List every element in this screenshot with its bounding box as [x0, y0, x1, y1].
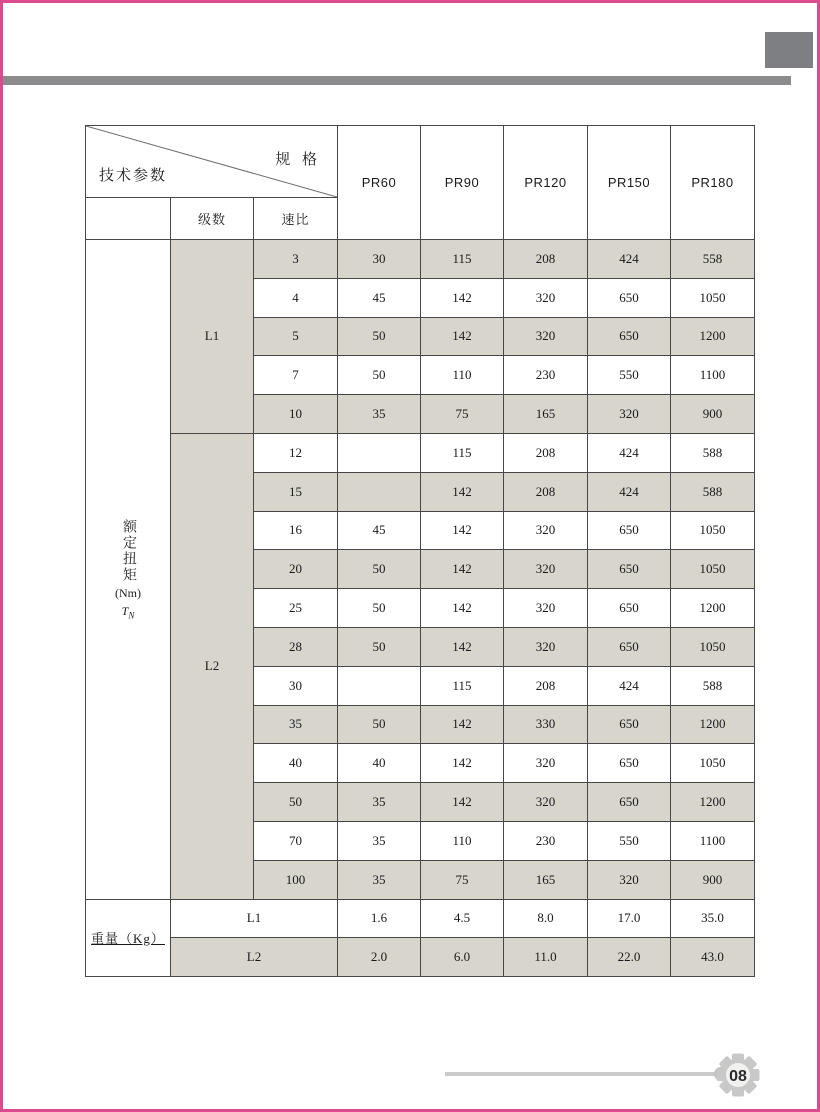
value-cell: 142 — [421, 550, 504, 589]
value-cell: 6.0 — [421, 938, 504, 977]
value-cell: 50 — [338, 589, 421, 628]
ratio-cell: 30 — [254, 666, 338, 705]
column-header-pr90: PR90 — [421, 126, 504, 240]
value-cell: 650 — [588, 744, 671, 783]
value-cell: 558 — [671, 240, 755, 279]
header-rule-bar — [3, 76, 791, 85]
column-header-pr150: PR150 — [588, 126, 671, 240]
value-cell: 650 — [588, 705, 671, 744]
ratio-cell: 20 — [254, 550, 338, 589]
value-cell: 142 — [421, 705, 504, 744]
value-cell: 1050 — [671, 550, 755, 589]
weight-row-l1 — [86, 899, 755, 938]
value-cell: 45 — [338, 278, 421, 317]
value-cell: 230 — [504, 356, 588, 395]
subheader-stage: 级数 — [171, 198, 254, 240]
ratio-cell: 7 — [254, 356, 338, 395]
value-cell: 2.0 — [338, 938, 421, 977]
ratio-cell: 70 — [254, 821, 338, 860]
torque-header-cell — [86, 240, 171, 900]
value-cell: 550 — [588, 821, 671, 860]
spec-table — [85, 125, 755, 977]
value-cell: 110 — [421, 821, 504, 860]
value-cell: 1100 — [671, 356, 755, 395]
value-cell: 588 — [671, 433, 755, 472]
value-cell: 22.0 — [588, 938, 671, 977]
value-cell — [338, 472, 421, 511]
value-cell: 50 — [338, 356, 421, 395]
value-cell: 165 — [504, 395, 588, 434]
ratio-cell: 5 — [254, 317, 338, 356]
weight-stage-cell: L1 — [171, 899, 338, 938]
value-cell: 320 — [588, 860, 671, 899]
empty-header-cell — [86, 198, 171, 240]
ratio-cell: 28 — [254, 627, 338, 666]
value-cell: 50 — [338, 317, 421, 356]
value-cell: 35 — [338, 821, 421, 860]
ratio-cell: 16 — [254, 511, 338, 550]
ratio-cell: 4 — [254, 278, 338, 317]
weight-label-cell — [86, 899, 171, 976]
value-cell: 424 — [588, 240, 671, 279]
stage-cell-l1: L1 — [171, 240, 254, 434]
value-cell: 208 — [504, 666, 588, 705]
value-cell: 230 — [504, 821, 588, 860]
value-cell: 208 — [504, 433, 588, 472]
value-cell: 1050 — [671, 627, 755, 666]
value-cell: 165 — [504, 860, 588, 899]
value-cell: 320 — [504, 511, 588, 550]
value-cell: 1100 — [671, 821, 755, 860]
column-header-pr180: PR180 — [671, 126, 755, 240]
page-number: 08 — [729, 1068, 747, 1085]
value-cell: 424 — [588, 433, 671, 472]
value-cell — [338, 433, 421, 472]
ratio-cell: 10 — [254, 395, 338, 434]
value-cell: 75 — [421, 395, 504, 434]
value-cell: 142 — [421, 783, 504, 822]
value-cell: 142 — [421, 472, 504, 511]
value-cell: 142 — [421, 317, 504, 356]
value-cell: 40 — [338, 744, 421, 783]
value-cell: 50 — [338, 550, 421, 589]
value-cell: 1200 — [671, 589, 755, 628]
value-cell: 1050 — [671, 744, 755, 783]
table-row — [86, 433, 755, 472]
value-cell — [338, 666, 421, 705]
ratio-cell: 35 — [254, 705, 338, 744]
value-cell: 650 — [588, 550, 671, 589]
column-header-pr120: PR120 — [504, 126, 588, 240]
weight-row-l2 — [86, 938, 755, 977]
value-cell: 142 — [421, 589, 504, 628]
value-cell: 330 — [504, 705, 588, 744]
value-cell: 1200 — [671, 783, 755, 822]
weight-label: 重量（Kg） — [91, 931, 165, 947]
value-cell: 320 — [588, 395, 671, 434]
value-cell: 35 — [338, 783, 421, 822]
value-cell: 75 — [421, 860, 504, 899]
value-cell: 424 — [588, 666, 671, 705]
footer-decoration — [430, 1049, 770, 1103]
value-cell: 45 — [338, 511, 421, 550]
value-cell: 50 — [338, 627, 421, 666]
value-cell: 142 — [421, 627, 504, 666]
value-cell: 115 — [421, 666, 504, 705]
value-cell: 320 — [504, 627, 588, 666]
ratio-cell: 50 — [254, 783, 338, 822]
corner-header-cell — [86, 126, 338, 198]
ratio-cell: 12 — [254, 433, 338, 472]
value-cell: 110 — [421, 356, 504, 395]
value-cell: 650 — [588, 511, 671, 550]
value-cell: 650 — [588, 783, 671, 822]
value-cell: 320 — [504, 744, 588, 783]
value-cell: 588 — [671, 666, 755, 705]
value-cell: 550 — [588, 356, 671, 395]
value-cell: 650 — [588, 278, 671, 317]
weight-stage-cell: L2 — [171, 938, 338, 977]
value-cell: 320 — [504, 783, 588, 822]
column-header-pr60: PR60 — [338, 126, 421, 240]
value-cell: 11.0 — [504, 938, 588, 977]
stage-cell-l2: L2 — [171, 433, 254, 899]
subheader-ratio: 速比 — [254, 198, 338, 240]
value-cell: 650 — [588, 317, 671, 356]
value-cell: 1200 — [671, 705, 755, 744]
value-cell: 424 — [588, 472, 671, 511]
value-cell: 142 — [421, 511, 504, 550]
value-cell: 208 — [504, 240, 588, 279]
value-cell: 142 — [421, 744, 504, 783]
value-cell: 1.6 — [338, 899, 421, 938]
table-row — [86, 240, 755, 279]
value-cell: 1050 — [671, 278, 755, 317]
ratio-cell: 100 — [254, 860, 338, 899]
ratio-cell: 40 — [254, 744, 338, 783]
gear-icon — [717, 1054, 760, 1097]
value-cell: 4.5 — [421, 899, 504, 938]
value-cell: 17.0 — [588, 899, 671, 938]
value-cell: 1050 — [671, 511, 755, 550]
value-cell: 900 — [671, 860, 755, 899]
value-cell: 35 — [338, 395, 421, 434]
value-cell: 1200 — [671, 317, 755, 356]
value-cell: 35 — [338, 860, 421, 899]
ratio-cell: 25 — [254, 589, 338, 628]
ratio-cell: 15 — [254, 472, 338, 511]
value-cell: 650 — [588, 627, 671, 666]
value-cell: 900 — [671, 395, 755, 434]
value-cell: 320 — [504, 278, 588, 317]
value-cell: 320 — [504, 317, 588, 356]
value-cell: 30 — [338, 240, 421, 279]
value-cell: 50 — [338, 705, 421, 744]
torque-unit: (Nm) — [115, 585, 141, 600]
torque-title: 额定扭矩 — [121, 518, 136, 583]
corner-accent-block — [765, 32, 813, 68]
torque-label-group — [86, 519, 170, 620]
header-row-1 — [86, 126, 755, 198]
value-cell: 35.0 — [671, 899, 755, 938]
value-cell: 208 — [504, 472, 588, 511]
value-cell: 142 — [421, 278, 504, 317]
value-cell: 588 — [671, 472, 755, 511]
value-cell: 8.0 — [504, 899, 588, 938]
value-cell: 43.0 — [671, 938, 755, 977]
value-cell: 115 — [421, 240, 504, 279]
value-cell: 320 — [504, 589, 588, 628]
corner-label-params: 技术参数 — [99, 168, 168, 184]
value-cell: 320 — [504, 550, 588, 589]
ratio-cell: 3 — [254, 240, 338, 279]
value-cell: 650 — [588, 589, 671, 628]
torque-symbol: $T_N$ — [121, 603, 135, 620]
value-cell: 115 — [421, 433, 504, 472]
corner-label-spec: 规 格 — [275, 152, 321, 168]
